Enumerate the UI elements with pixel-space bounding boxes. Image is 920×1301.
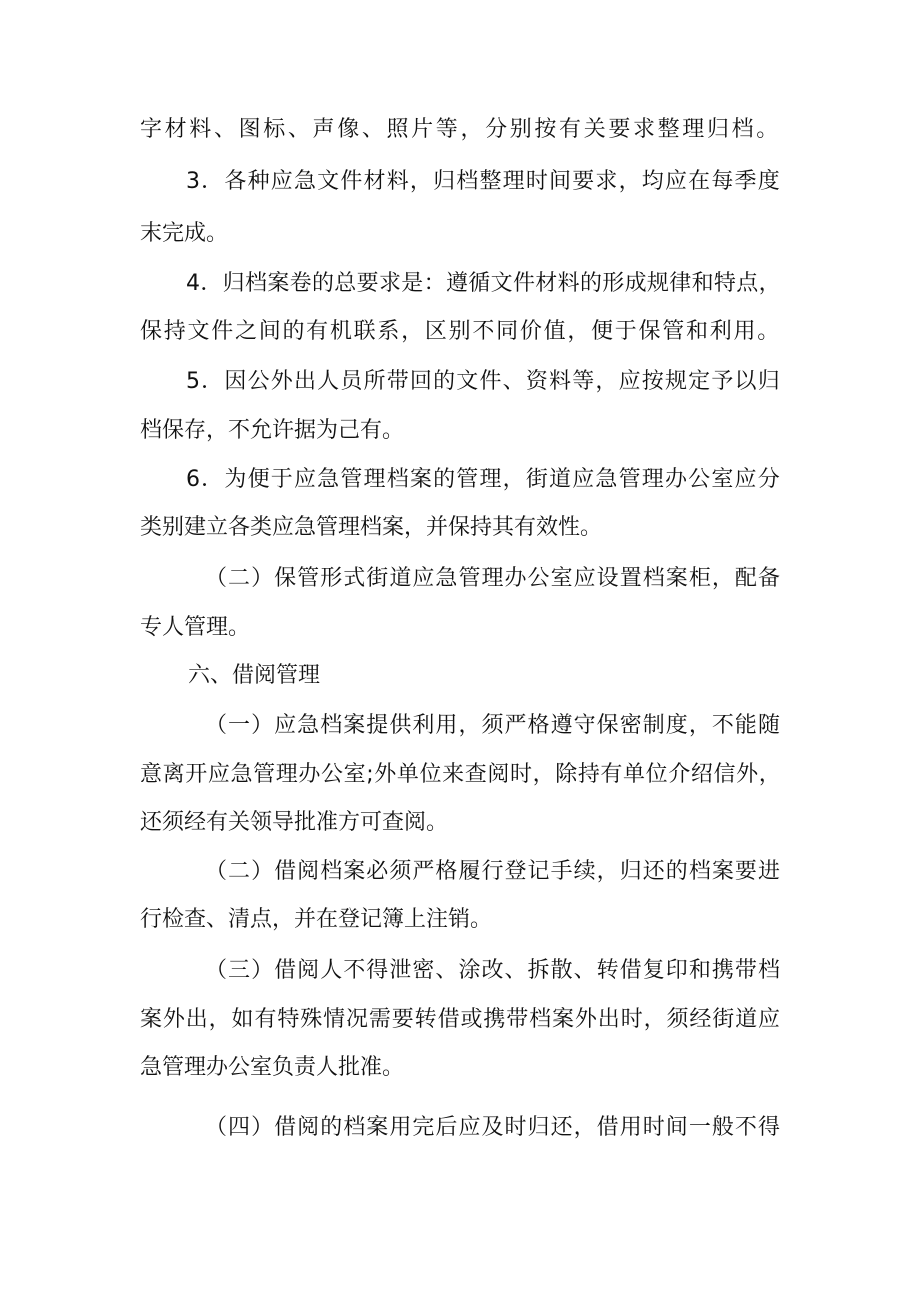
text-line: 档保存，不允许据为己有。 bbox=[140, 418, 405, 443]
text-line: 专人管理。 bbox=[140, 615, 251, 640]
text-line: 急管理办公室负责人批准。 bbox=[140, 1055, 405, 1080]
text-line: 案外出，如有特殊情况需要转借或携带档案外出时，须经街道应 bbox=[140, 1007, 781, 1032]
text-line: 行检查、清点，并在登记簿上注销。 bbox=[140, 907, 493, 932]
text-line: 意离开应急管理办公室;外单位来查阅时，除持有单位介绍信外， bbox=[140, 762, 782, 787]
text-line: （三）借阅人不得泄密、涂改、拆散、转借复印和携带档 bbox=[205, 958, 782, 983]
text-line: （四）借阅的档案用完后应及时归还，借用时间一般不得 bbox=[205, 1115, 782, 1140]
text-line: （一）应急档案提供利用，须严格遵守保密制度，不能随 bbox=[205, 713, 782, 738]
text-line: 末完成。 bbox=[140, 221, 229, 246]
text-line: 类别建立各类应急管理档案，并保持其有效性。 bbox=[140, 515, 603, 540]
text-line: 6．为便于应急管理档案的管理，街道应急管理办公室应分 bbox=[186, 467, 781, 492]
text-line: 还须经有关领导批准方可查阅。 bbox=[140, 810, 449, 835]
text-line: 保持文件之间的有机联系，区别不同价值，便于保管和利用。 bbox=[140, 319, 781, 344]
section-heading: 六、借阅管理 bbox=[188, 663, 321, 688]
text-line: （二）保管形式街道应急管理办公室应设置档案柜，配备 bbox=[205, 566, 782, 591]
text-line: 4．归档案卷的总要求是：遵循文件材料的形成规律和特点， bbox=[186, 271, 781, 296]
text-line: 3．各种应急文件材料，归档整理时间要求，均应在每季度 bbox=[186, 169, 781, 194]
text-line: 5．因公外出人员所带回的文件、资料等，应按规定予以归 bbox=[186, 369, 781, 394]
text-line: （二）借阅档案必须严格履行登记手续，归还的档案要进 bbox=[205, 859, 782, 884]
text-line: 字材料、图标、声像、照片等，分别按有关要求整理归档。 bbox=[140, 117, 781, 142]
